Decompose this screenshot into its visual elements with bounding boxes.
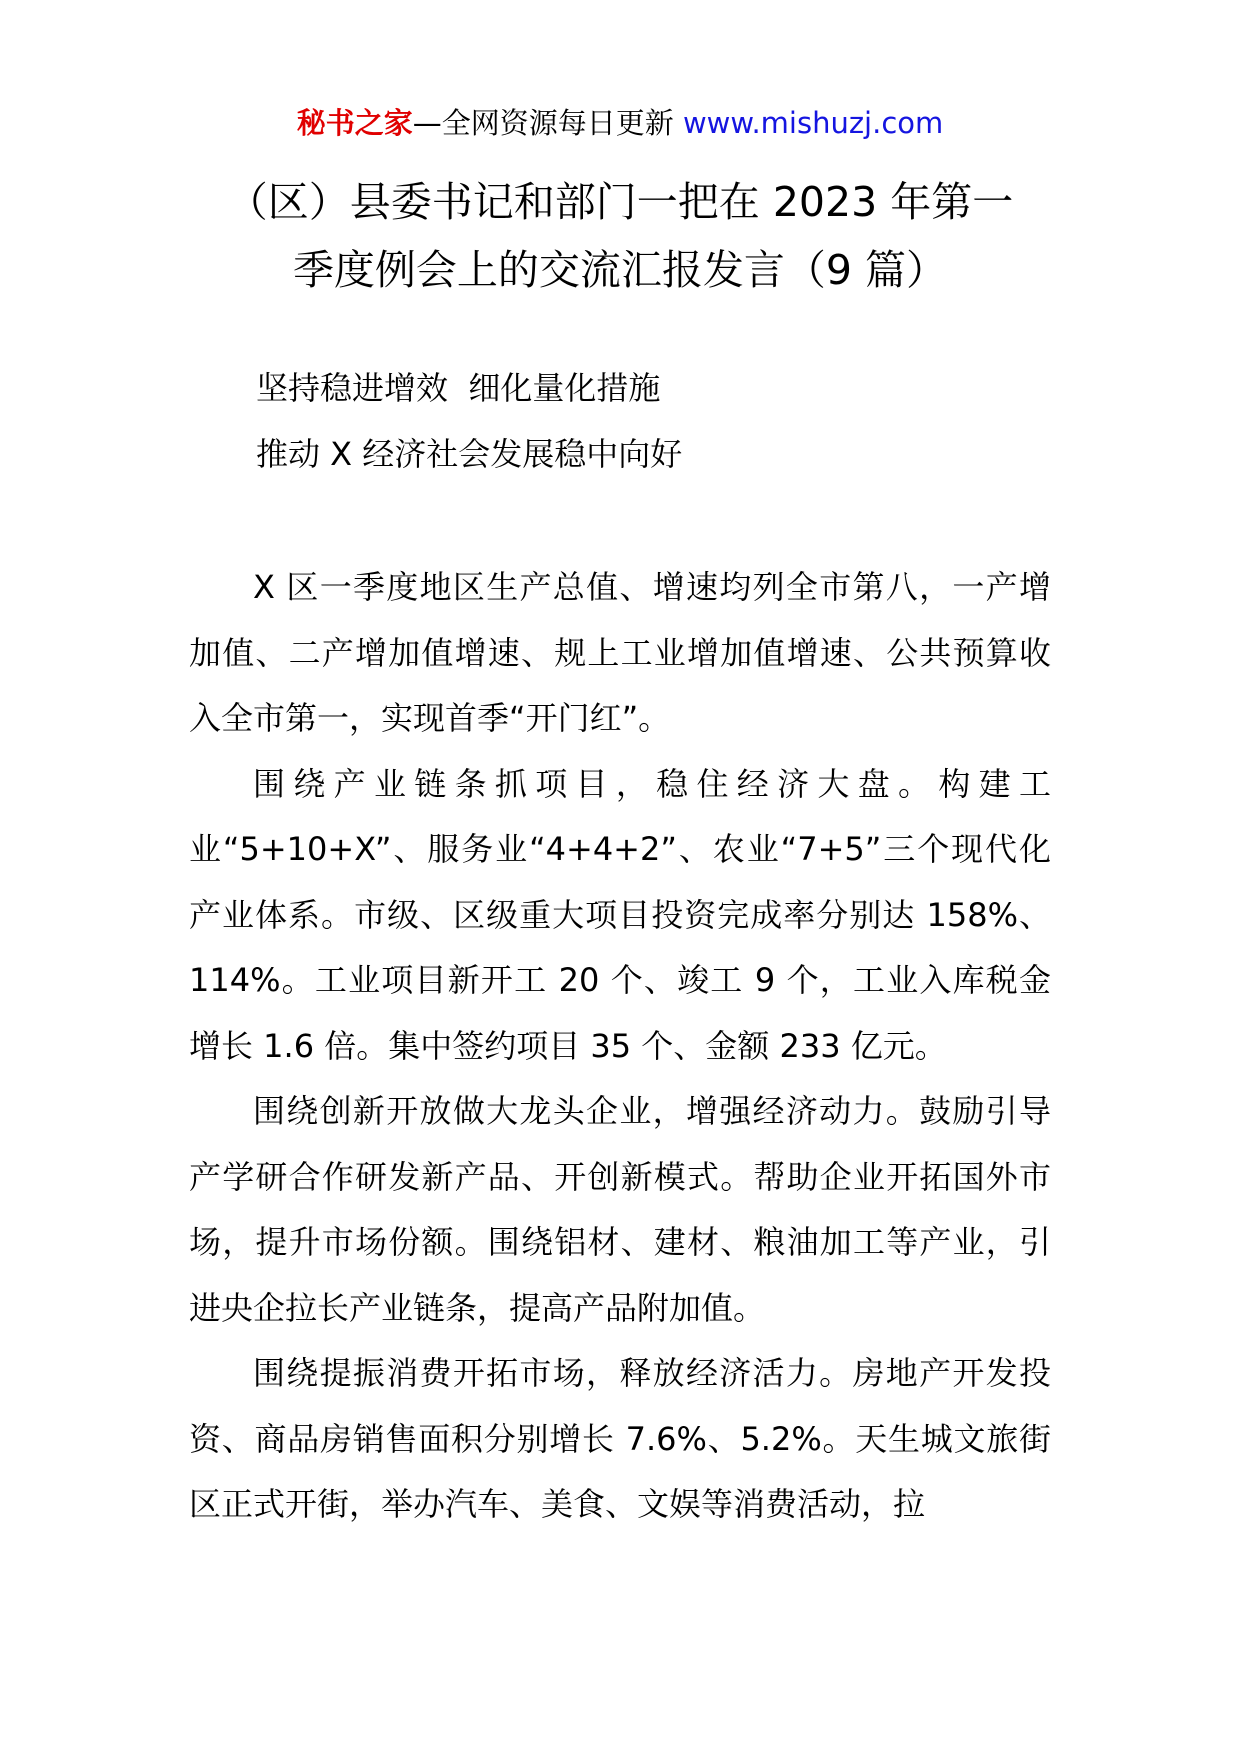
header-tagline: —全网资源每日更新 <box>412 106 674 140</box>
paragraph-consumption: 围绕提振消费开拓市场，释放经济活力。房地产开发投资、商品房销售面积分别增长 7.6%、5.2%。天生城文旅街区正式开街，举办汽车、美食、文娱等消费活动，拉 <box>189 1354 1051 1523</box>
subtitle-line-1: 坚持稳进增效 细化量化措施 <box>256 369 661 407</box>
paragraph-summary: X 区一季度地区生产总值、增速均列全市第八，一产增加值、二产增加值增速、规上工业增加值增速、公共预算收入全市第一，实现首季“开门红”。 <box>189 568 1051 737</box>
document-body <box>189 555 1051 1538</box>
title-line-2: 季度例会上的交流汇报发言（9 篇） <box>292 246 948 294</box>
site-header <box>0 103 1240 143</box>
brand-name: 秘书之家 <box>296 106 413 140</box>
subtitle-line-2: 推动 X 经济社会发展稳中向好 <box>256 435 683 473</box>
document-title <box>150 168 1090 304</box>
paragraph-projects: 围绕产业链条抓项目，稳住经济大盘。构建工业“5+10+X”、服务业“4+4+2”、农业“7+5”三个现代化产业体系。市级、区级重大项目投资完成率分别达 158%、114%。工业项目新开工 20 个、竣工 9 个，工业入库税金增长 1.6 倍。集中签约项目 35 个、金额 233 亿元。 <box>189 764 1051 1065</box>
site-url[interactable]: www.mishuzj.com <box>682 106 944 140</box>
title-line-1: （区）县委书记和部门一把在 2023 年第一 <box>226 178 1014 226</box>
paragraph-innovation: 围绕创新开放做大龙头企业，增强经济动力。鼓励引导产学研合作研发新产品、开创新模式。帮助企业开拓国外市场，提升市场份额。围绕铝材、建材、粮油加工等产业，引进央企拉长产业链条，提高产品附加值。 <box>189 1092 1051 1327</box>
